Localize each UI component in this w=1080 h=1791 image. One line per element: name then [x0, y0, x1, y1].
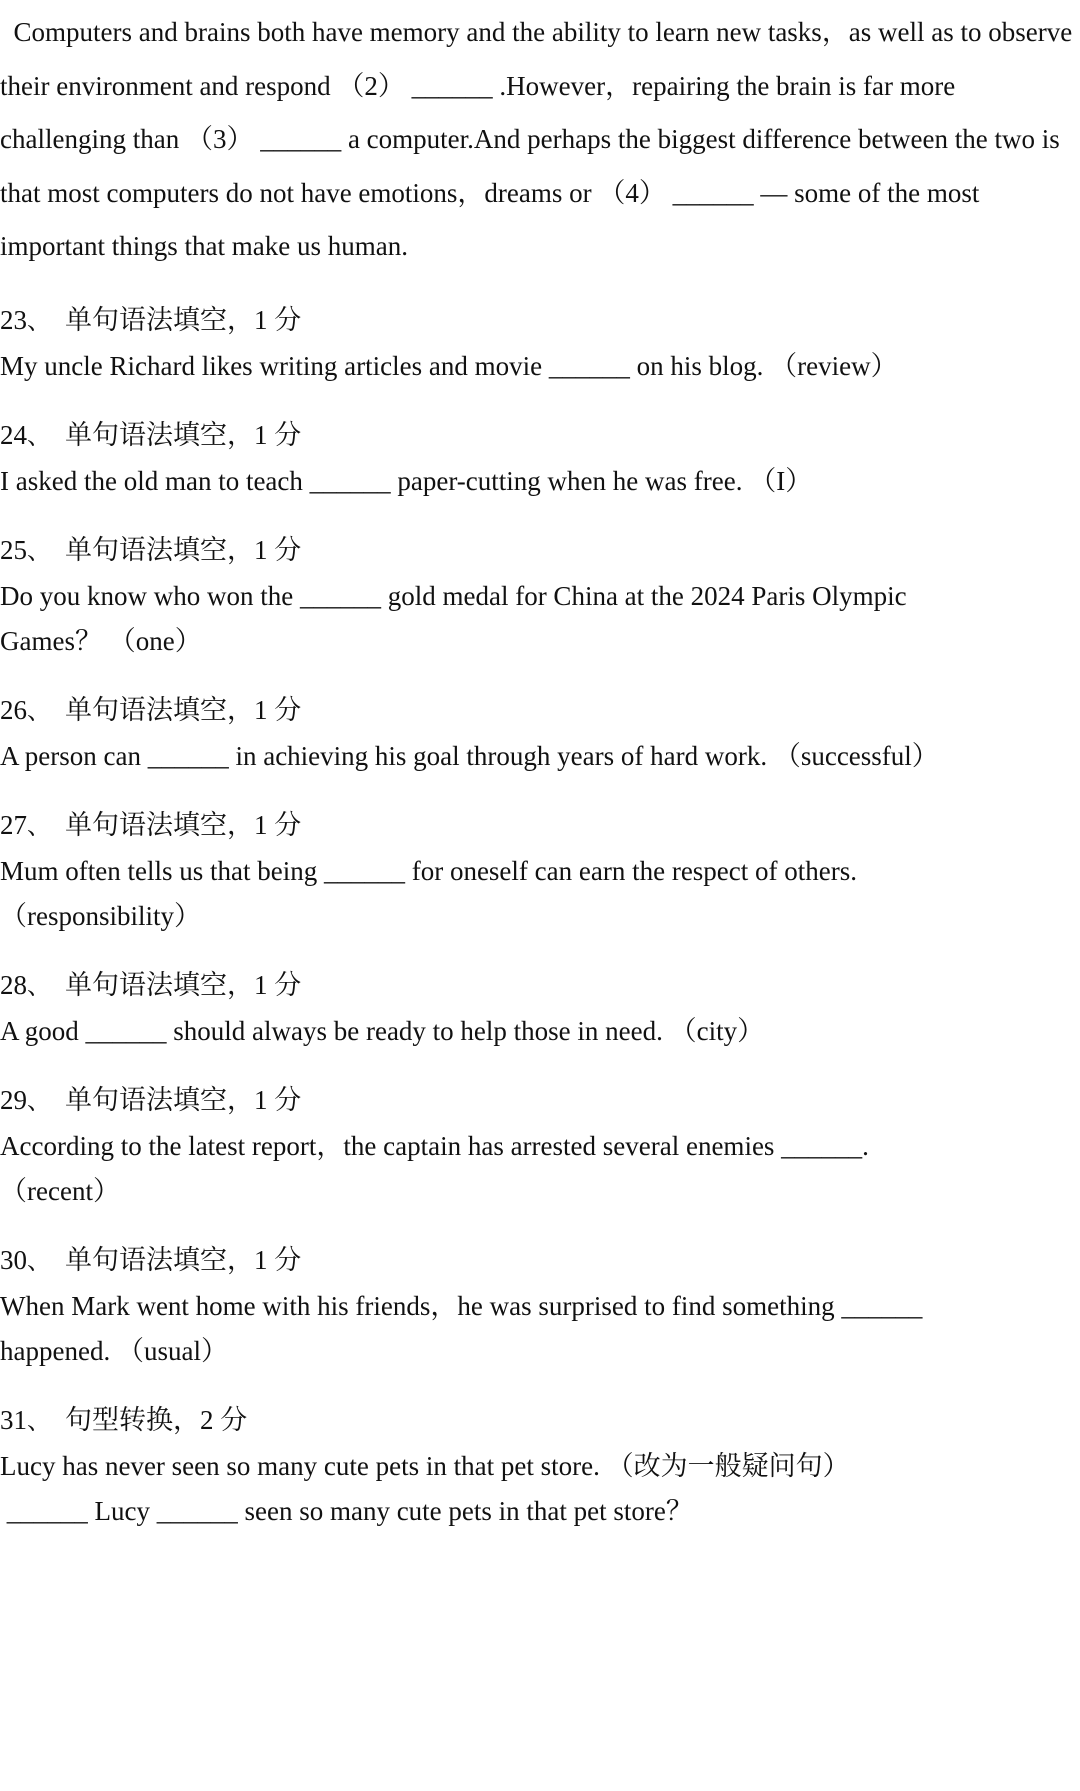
question-text-line: A good ______ should always be ready to help those in need. （city）	[0, 1015, 765, 1046]
question-number: 26	[0, 694, 27, 725]
question-30	[0, 1236, 1080, 1374]
question-type: 单句语法填空	[65, 419, 227, 451]
question-text-line: I asked the old man to teach ______ paper-cutting when he was free. （I）	[0, 465, 813, 496]
question-number: 31	[0, 1404, 27, 1435]
question-header	[0, 296, 1080, 344]
intro-passage: Computers and brains both have memory and the ability to learn new tasks，as well as to observe their environment and respond （2） ______ .However，repairing the brain is far more challenging than （3） ______ a computer.And perhaps the biggest difference between the two is that most computers do not have emotions，dreams or （4） ______ — some of the most important things that make us human.	[0, 17, 1079, 261]
question-number-separator: 、	[27, 1246, 51, 1275]
question-points: ，1 分	[227, 304, 302, 335]
question-text-line: （recent）	[0, 1175, 120, 1206]
question-24	[0, 411, 1080, 504]
question-29	[0, 1076, 1080, 1214]
question-header	[0, 411, 1080, 459]
question-text-line: According to the latest report，the captain has arrested several enemies ______.	[0, 1130, 869, 1161]
question-header	[0, 1076, 1080, 1124]
question-text-line: Mum often tells us that being ______ for oneself can earn the respect of others.	[0, 855, 857, 886]
question-header	[0, 801, 1080, 849]
question-header	[0, 1396, 1080, 1444]
question-header	[0, 686, 1080, 734]
question-number: 30	[0, 1244, 27, 1275]
question-type: 单句语法填空	[65, 809, 227, 841]
question-number-separator: 、	[27, 811, 51, 840]
question-31	[0, 1396, 1080, 1534]
question-type: 单句语法填空	[65, 694, 227, 726]
question-points: ，1 分	[227, 809, 302, 840]
question-points: ，1 分	[227, 694, 302, 725]
question-text-line: （responsibility）	[0, 900, 201, 931]
question-number-separator: 、	[27, 421, 51, 450]
question-points: ，1 分	[227, 969, 302, 1000]
question-text-line: happened. （usual）	[0, 1335, 228, 1366]
question-27	[0, 801, 1080, 939]
question-text-line: When Mark went home with his friends，he was surprised to find something ______	[0, 1290, 923, 1321]
question-points: ，1 分	[227, 419, 302, 450]
question-text-line: Games？ （one）	[0, 625, 202, 656]
question-number-separator: 、	[27, 1086, 51, 1115]
question-number-separator: 、	[27, 971, 51, 1000]
question-number: 27	[0, 809, 27, 840]
question-text-line: My uncle Richard likes writing articles and movie ______ on his blog. （review）	[0, 350, 898, 381]
question-type: 单句语法填空	[65, 1084, 227, 1116]
question-header	[0, 526, 1080, 574]
question-number: 29	[0, 1084, 27, 1115]
question-28	[0, 961, 1080, 1054]
question-list	[0, 296, 1080, 1534]
question-number-separator: 、	[27, 536, 51, 565]
question-points: ，1 分	[227, 534, 302, 565]
question-number: 25	[0, 534, 27, 565]
question-points: ，1 分	[227, 1084, 302, 1115]
question-type: 单句语法填空	[65, 534, 227, 566]
question-text-line: Lucy has never seen so many cute pets in that pet store. （改为一般疑问句）	[0, 1450, 850, 1481]
question-number-separator: 、	[27, 1406, 51, 1435]
question-header	[0, 1236, 1080, 1284]
question-points: ，2 分	[173, 1404, 248, 1435]
question-text-line: Do you know who won the ______ gold medal for China at the 2024 Paris Olympic	[0, 580, 907, 611]
question-text-line: ______ Lucy ______ seen so many cute pets in that pet store？	[0, 1495, 693, 1526]
question-points: ，1 分	[227, 1244, 302, 1275]
question-type: 句型转换	[65, 1404, 173, 1436]
question-type: 单句语法填空	[65, 304, 227, 336]
question-number-separator: 、	[27, 696, 51, 725]
question-header	[0, 961, 1080, 1009]
question-number: 23	[0, 304, 27, 335]
question-number: 24	[0, 419, 27, 450]
question-23	[0, 296, 1080, 389]
question-25	[0, 526, 1080, 664]
question-number: 28	[0, 969, 27, 1000]
question-text-line: A person can ______ in achieving his goal through years of hard work. （successful）	[0, 740, 939, 771]
question-26	[0, 686, 1080, 779]
question-type: 单句语法填空	[65, 1244, 227, 1276]
question-type: 单句语法填空	[65, 969, 227, 1001]
question-number-separator: 、	[27, 306, 51, 335]
